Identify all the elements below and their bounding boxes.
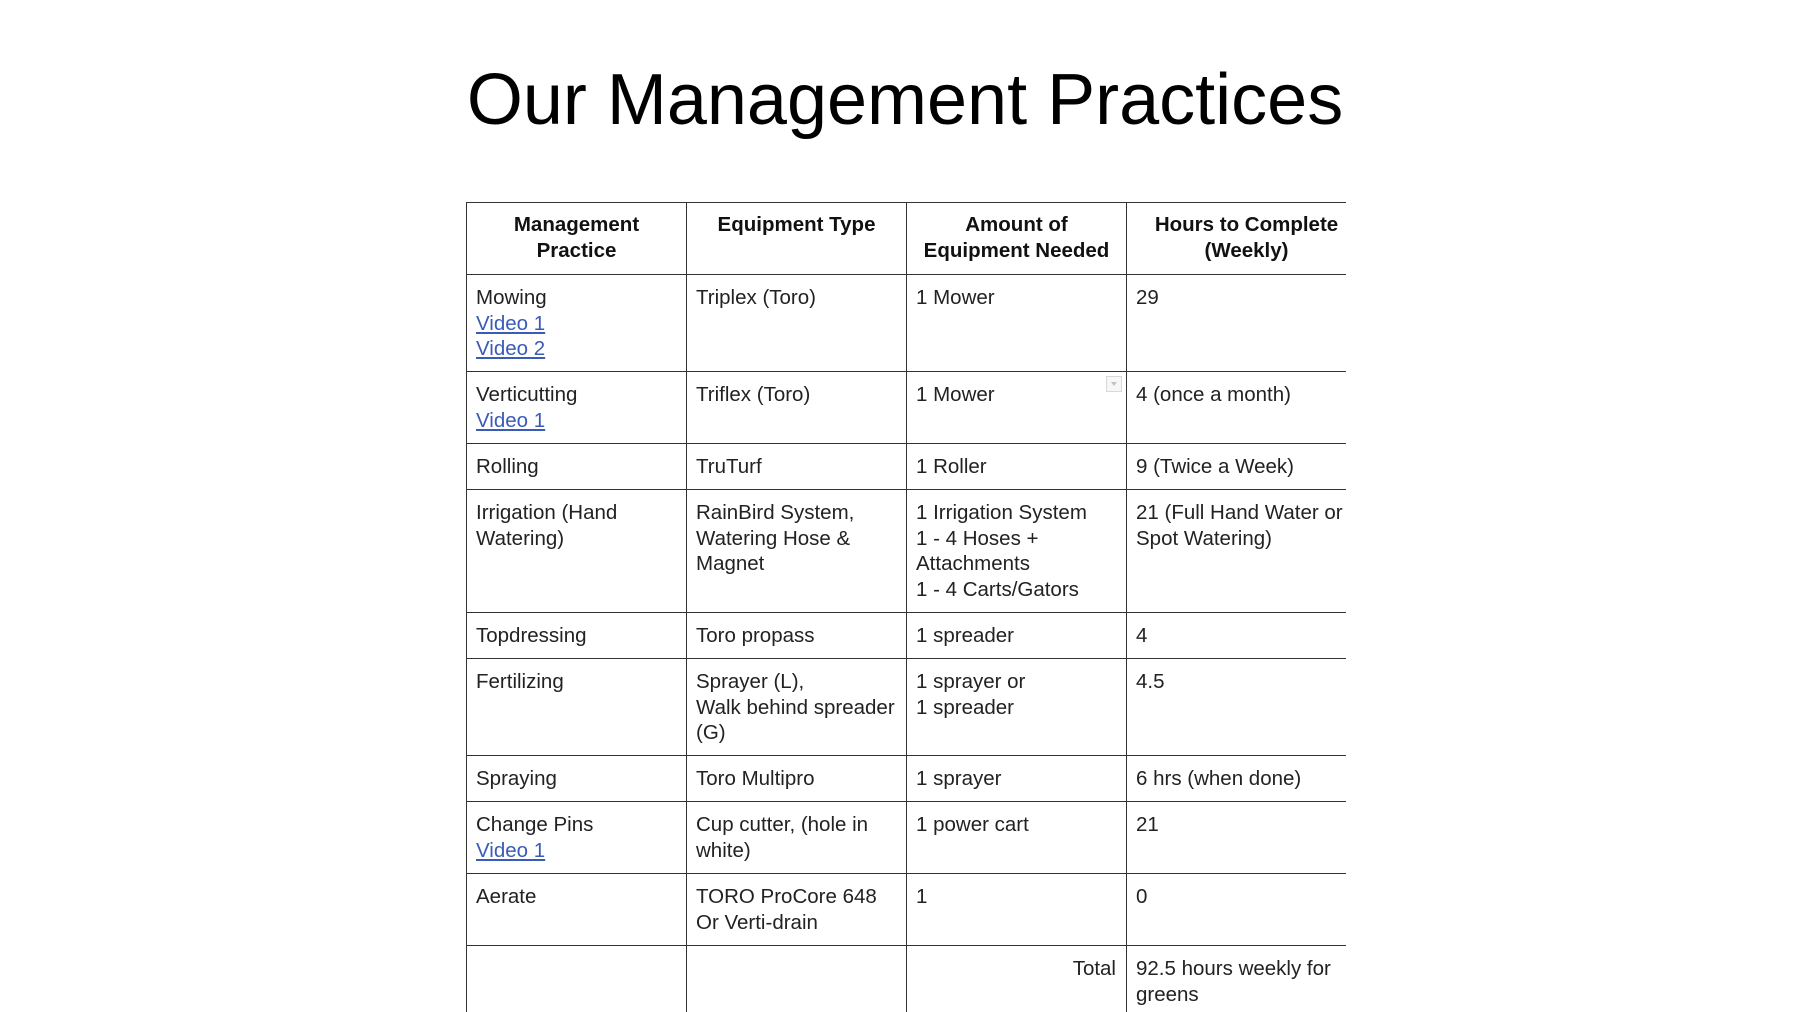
equipment-text: Toro Multipro (696, 767, 815, 790)
amount-text: 1 Mower (916, 286, 995, 309)
practices-table (466, 202, 1346, 1012)
amount-text: 1 spreader (916, 695, 1015, 719)
amount-cell (907, 659, 1127, 756)
equipment-cell (687, 444, 907, 490)
practice-cell (467, 874, 687, 946)
equipment-text: Triflex (Toro) (696, 383, 811, 406)
practice-cell (467, 613, 687, 659)
amount-cell (907, 874, 1127, 946)
table-row (467, 613, 1347, 659)
equipment-cell (687, 490, 907, 613)
amount-cell (907, 490, 1127, 613)
practice-name: Topdressing (476, 624, 587, 647)
table-row (467, 372, 1347, 444)
equipment-cell (687, 756, 907, 802)
table-row (467, 490, 1347, 613)
practice-name: Mowing (476, 286, 547, 309)
equipment-text: Sprayer (L), (696, 670, 805, 693)
equipment-text: Triplex (Toro) (696, 286, 816, 309)
table-header-row (467, 203, 1347, 275)
equipment-cell (687, 275, 907, 372)
practice-cell (467, 756, 687, 802)
cell-dropdown-icon[interactable] (1106, 376, 1122, 392)
equipment-cell (687, 802, 907, 874)
amount-text: 1 sprayer (916, 767, 1002, 790)
practice-cell (467, 659, 687, 756)
equipment-cell (687, 372, 907, 444)
amount-text: 1 - 4 Hoses + Attachments (916, 526, 1039, 575)
table-row (467, 444, 1347, 490)
equipment-text: Or Verti-drain (696, 910, 818, 934)
equipment-cell (687, 874, 907, 946)
table-row (467, 874, 1347, 946)
practice-cell (467, 275, 687, 372)
practice-name: Change Pins (476, 813, 594, 836)
hours-cell: 9 (Twice a Week) (1127, 444, 1347, 490)
practice-name: Irrigation (Hand Watering) (476, 501, 618, 550)
table-row (467, 756, 1347, 802)
header-management-practice: Management Practice (467, 203, 687, 275)
header-hours-weekly: Hours to Complete (Weekly) (1127, 203, 1347, 275)
hours-cell: 21 (1127, 802, 1347, 874)
equipment-cell (687, 613, 907, 659)
amount-cell (907, 613, 1127, 659)
amount-cell (907, 802, 1127, 874)
practice-cell (467, 372, 687, 444)
video-link[interactable]: Video 2 (476, 337, 546, 360)
header-equipment-type: Equipment Type (687, 203, 907, 275)
practice-name: Rolling (476, 455, 539, 478)
table-body (467, 275, 1347, 946)
practice-cell (467, 444, 687, 490)
video-link[interactable]: Video 1 (476, 838, 546, 862)
total-label: Total (907, 946, 1127, 1012)
hours-cell: 4 (1127, 613, 1347, 659)
hours-cell: 29 (1127, 275, 1347, 372)
hours-cell: 6 hrs (when done) (1127, 756, 1347, 802)
practice-name: Spraying (476, 767, 557, 790)
amount-text: 1 Mower (916, 383, 995, 406)
video-link[interactable]: Video 1 (476, 311, 546, 335)
slide-title: Our Management Practices (466, 60, 1344, 140)
amount-text: 1 Irrigation System (916, 501, 1087, 524)
hours-cell: 4 (once a month) (1127, 372, 1347, 444)
total-empty-cell (687, 946, 907, 1012)
total-value: 92.5 hours weekly for greens (1127, 946, 1347, 1012)
amount-text: 1 - 4 Carts/Gators (916, 577, 1079, 601)
practice-name: Verticutting (476, 383, 578, 406)
amount-cell (907, 756, 1127, 802)
practice-cell (467, 802, 687, 874)
equipment-cell (687, 659, 907, 756)
practices-table-container (466, 202, 1346, 1012)
table-row (467, 802, 1347, 874)
equipment-text: TruTurf (696, 455, 762, 478)
amount-cell (907, 372, 1127, 444)
amount-text: 1 Roller (916, 455, 987, 478)
equipment-text: Walk behind spreader (G) (696, 695, 895, 744)
equipment-text: Toro propass (696, 624, 815, 647)
amount-text: 1 spreader (916, 624, 1015, 647)
amount-text: 1 (916, 885, 928, 908)
practice-name: Aerate (476, 885, 537, 908)
total-empty-cell (467, 946, 687, 1012)
practice-cell (467, 490, 687, 613)
video-link[interactable]: Video 1 (476, 408, 546, 432)
practice-name: Fertilizing (476, 670, 564, 693)
equipment-text: Cup cutter, (hole in white) (696, 813, 869, 862)
amount-text: 1 power cart (916, 813, 1029, 836)
equipment-text: RainBird System, Watering Hose & Magnet (696, 501, 855, 575)
hours-cell: 21 (Full Hand Water or Spot Watering) (1127, 490, 1347, 613)
hours-cell: 0 (1127, 874, 1347, 946)
table-row (467, 275, 1347, 372)
hours-cell: 4.5 (1127, 659, 1347, 756)
amount-cell (907, 444, 1127, 490)
table-row (467, 659, 1347, 756)
amount-cell (907, 275, 1127, 372)
total-row (467, 946, 1347, 1012)
equipment-text: TORO ProCore 648 (696, 885, 877, 908)
header-amount-needed: Amount of Equipment Needed (907, 203, 1127, 275)
amount-text: 1 sprayer or (916, 670, 1026, 693)
